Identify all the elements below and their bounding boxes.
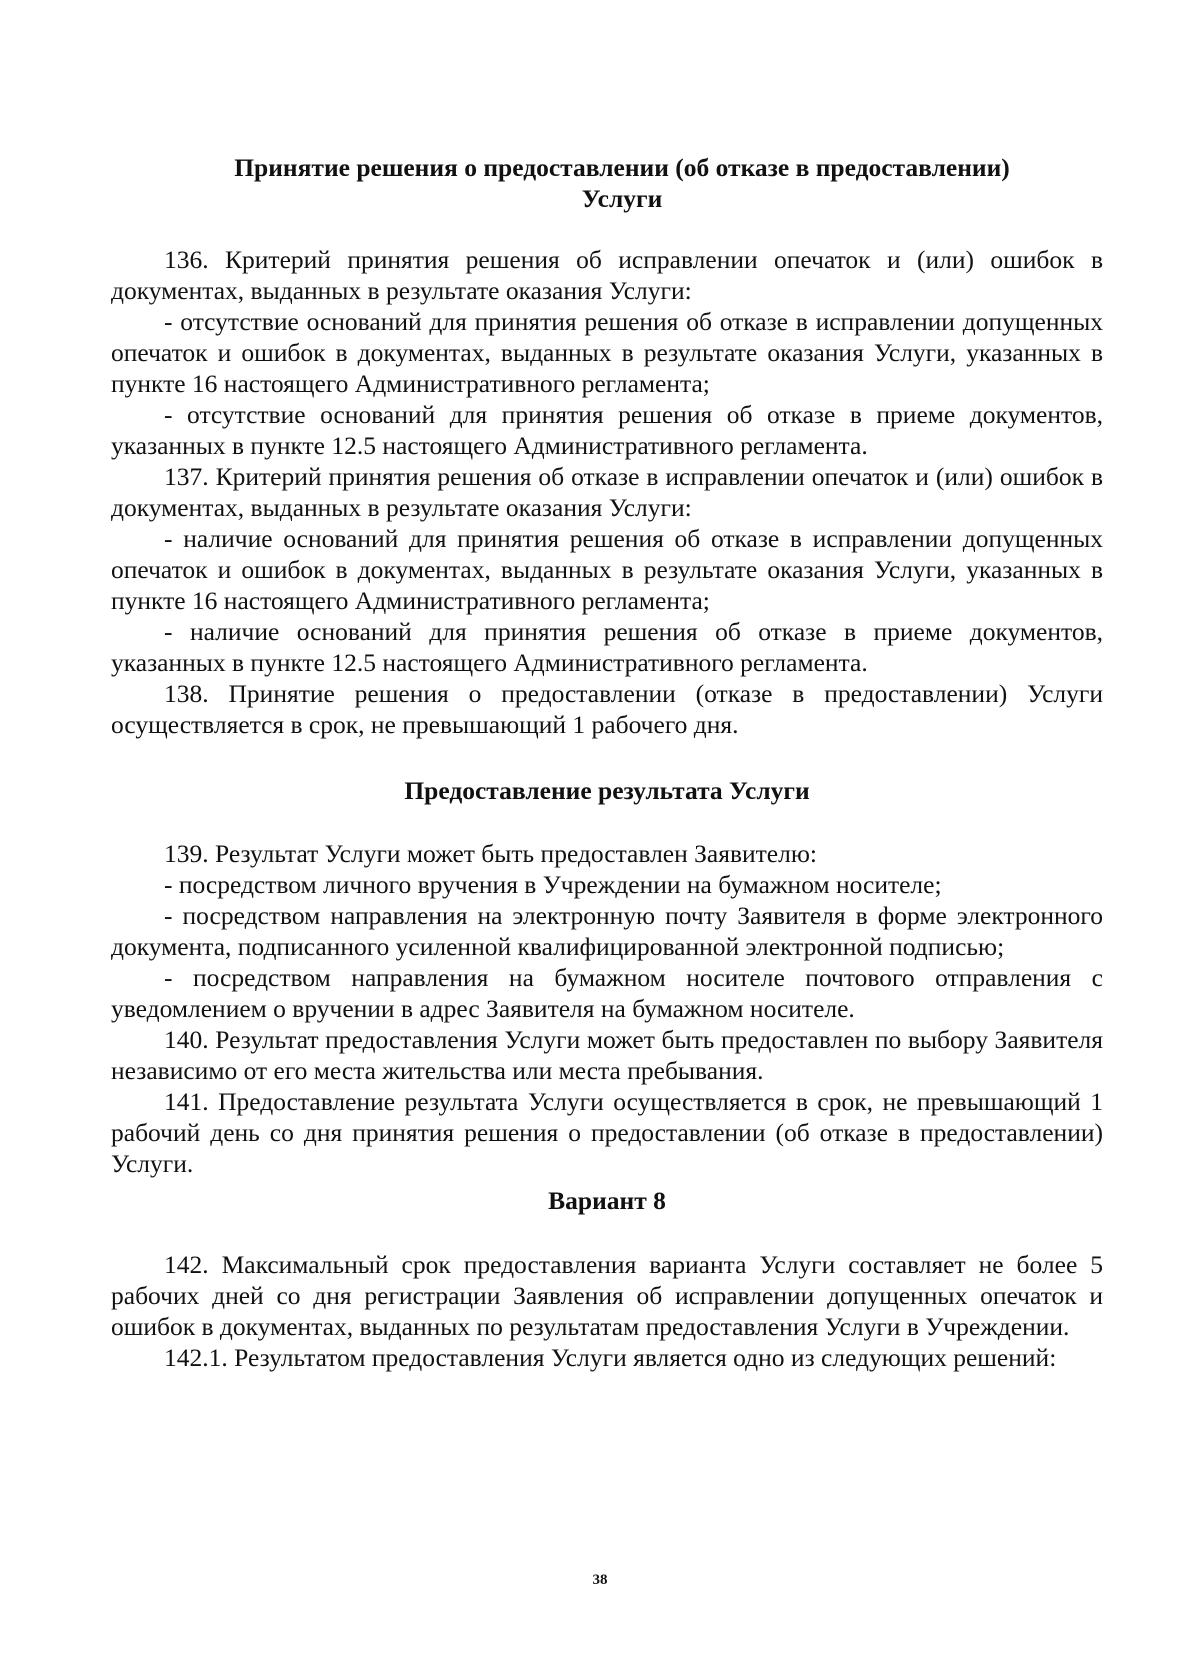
section-heading-variant-8: Вариант 8	[548, 1186, 666, 1215]
list-item-personal-delivery: - посредством личного вручения в Учреждении на бумажном носителе;	[164, 870, 942, 899]
list-item-postal-delivery: - посредством направления на бумажном носителе почтового отправления с уведомлением о вручении в адрес Заявителя на бумажном носителе.	[111, 963, 1103, 1023]
document-body	[111, 152, 1103, 1373]
section-heading-decision-line-2: Услуги	[581, 184, 663, 213]
section-heading-decision	[111, 152, 1103, 214]
paragraph-138: 138. Принятие решения о предоставлении (отказе в предоставлении) Услуги осуществляется в срок, не превышающий 1 рабочего дня.	[111, 679, 1103, 739]
list-item-email-delivery: - посредством направления на электронную почту Заявителя в форме электронного документа, подписанного усиленной квалифицированной электронной подписью;	[111, 901, 1103, 961]
paragraph-140: 140. Результат предоставления Услуги может быть предоставлен по выбору Заявителя независимо от его места жительства или места пребывания.	[111, 1025, 1103, 1085]
spacer	[111, 740, 1103, 775]
section-heading-result: Предоставление результата Услуги	[404, 776, 810, 805]
spacer	[111, 806, 1103, 838]
list-item-no-grounds-refusal: - отсутствие оснований для принятия решения об отказе в приеме документов, указанных в пункте 12.5 настоящего Административного регламента.	[111, 400, 1103, 460]
paragraph-142-1: 142.1. Результатом предоставления Услуги является одно из следующих решений:	[164, 1343, 1057, 1372]
list-item-grounds-refusal: - наличие оснований для принятия решения об отказе в приеме документов, указанных в пункте 12.5 настоящего Административного регламента.	[111, 617, 1103, 677]
page-number: 38	[592, 1572, 608, 1588]
paragraph-142: 142. Максимальный срок предоставления варианта Услуги составляет не более 5 рабочих дней со дня регистрации Заявления об исправлении допущенных опечаток и ошибок в документах, выданных по результатам предоставления Услуги в Учреждении.	[111, 1250, 1103, 1341]
list-item-grounds-correction: - наличие оснований для принятия решения об отказе в исправлении допущенных опечаток и ошибок в документах, выданных в результате оказания Услуги, указанных в пункте 16 настоящего Административного регламента;	[111, 524, 1103, 615]
paragraph-136: 136. Критерий принятия решения об исправлении опечаток и (или) ошибок в документах, выданных в результате оказания Услуги:	[111, 245, 1103, 305]
paragraph-139: 139. Результат Услуги может быть предоставлен Заявителю:	[164, 839, 817, 868]
paragraph-141: 141. Предоставление результата Услуги осуществляется в срок, не превышающий 1 рабочий день со дня принятия решения о предоставлении (об отказе в предоставлении) Услуги.	[111, 1087, 1103, 1178]
paragraph-137: 137. Критерий принятия решения об отказе в исправлении опечаток и (или) ошибок в документах, выданных в результате оказания Услуги:	[111, 462, 1103, 522]
spacer	[111, 1216, 1103, 1249]
list-item-no-grounds-correction: - отсутствие оснований для принятия решения об отказе в исправлении допущенных опечаток и ошибок в документах, выданных в результате оказания Услуги, указанных в пункте 16 настоящего Административного регламента;	[111, 307, 1103, 398]
spacer	[111, 214, 1103, 244]
section-heading-decision-line-1: Принятие решения о предоставлении (об отказе в предоставлении)	[234, 153, 1010, 182]
